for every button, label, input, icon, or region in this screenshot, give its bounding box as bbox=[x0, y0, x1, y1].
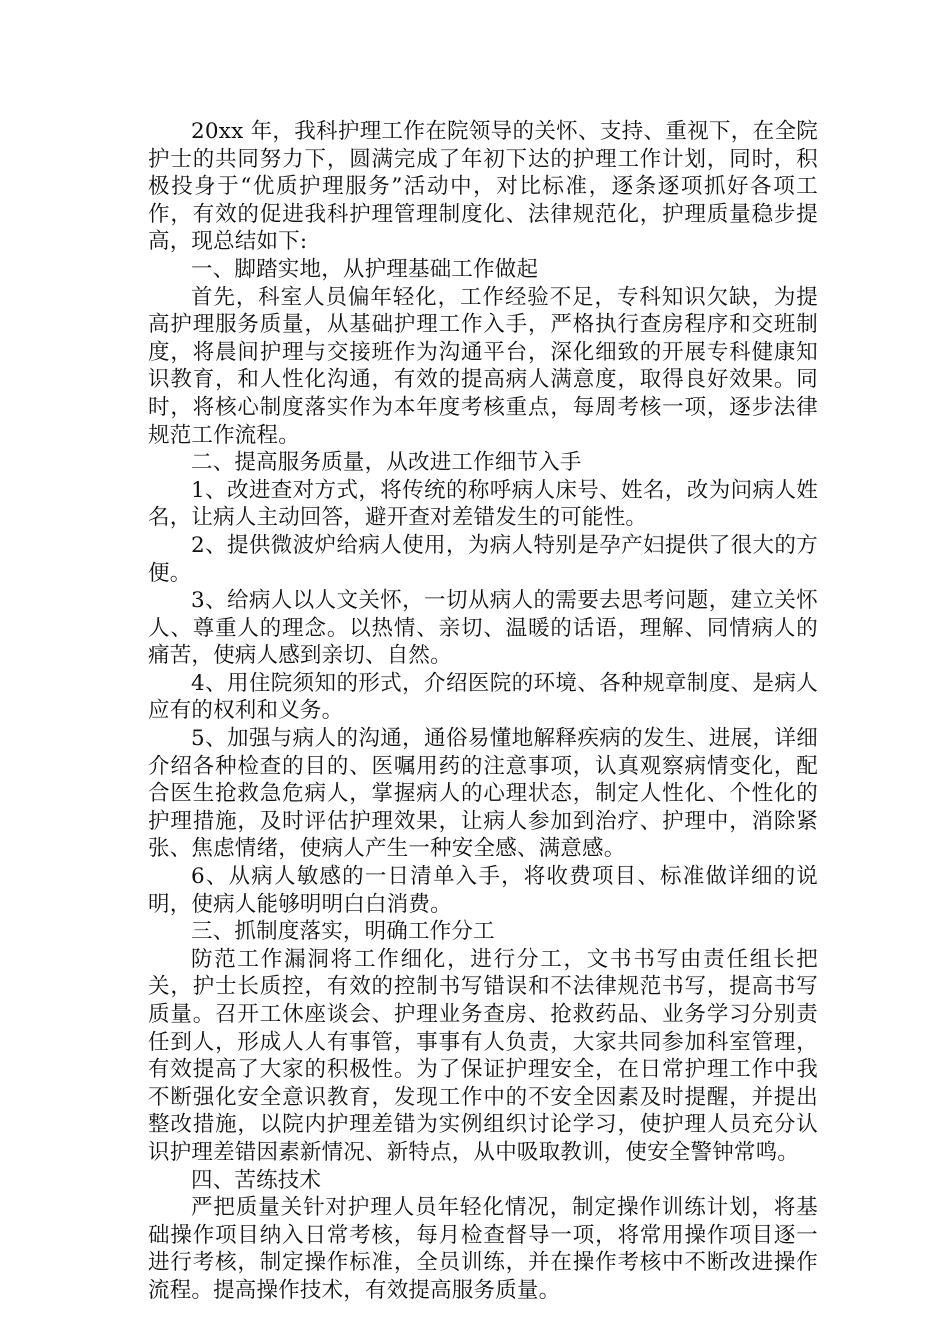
section-2-item-5: 5、加强与病人的沟通，通俗易懂地解释疾病的发生、进展，详细介绍各种检查的目的、医嘱用药的注意事项，认真观察病情变化，配合医生抢救急危病人，掌握病人的心理状态，制定人性化、个性化的护理措施，及时评估护理效果，让病人参加到治疗、护理中，消除紧张、焦虑情绪，使病人产生一种安全感、满意感。 bbox=[148, 726, 818, 862]
intro-paragraph: 20xx 年，我科护理工作在院领导的关怀、支持、重视下，在全院护士的共同努力下，圆满完成了年初下达的护理工作计划，同时，积极投身于“优质护理服务”活动中，对比标准，逐条逐项抓好各项工作，有效的促进我科护理管理制度化、法律规范化，护理质量稳步提高，现总结如下: bbox=[148, 119, 818, 255]
section-heading-1: 一、脚踏实地，从护理基础工作做起 bbox=[191, 256, 539, 282]
section-2-item-1: 1、改进查对方式，将传统的称呼病人床号、姓名，改为问病人姓名，让病人主动回答，避开查对差错发生的可能性。 bbox=[148, 477, 818, 531]
section-2-item-6: 6、从病人敏感的一日清单入手，将收费项目、标准做详细的说明，使病人能够明明白白消费。 bbox=[148, 864, 818, 917]
section-heading-4: 四、苦练技术 bbox=[191, 1167, 322, 1193]
section-heading-3: 三、抓制度落实，明确工作分工 bbox=[191, 919, 495, 945]
section-3-paragraph: 防范工作漏洞将工作细化，进行分工，文书书写由责任组长把关，护士长质控，有效的控制书写错误和不法律规范书写，提高书写质量。召开工休座谈会、护理业务查房、抢救药品、业务学习分别责任到人，形成人人有事管，事事有人负责，大家共同参加科室管理，有效提高了大家的积极性。为了保证护理安全，在日常护理工作中我不断强化安全意识教育，发现工作中的不安全因素及时提醒，并提出整改措施，以院内护理差错为实例组织讨论学习，使护理人员充分认识护理差错因素新情况、新特点，从中吸取教训，使安全警钟常鸣。 bbox=[148, 946, 818, 1165]
section-2-item-4: 4、用住院须知的形式，介绍医院的环境、各种规章制度、是病人应有的权利和义务。 bbox=[148, 670, 818, 724]
section-1-paragraph: 首先，科室人员偏年轻化，工作经验不足，专科知识欠缺，为提高护理服务质量，从基础护理工作入手，严格执行查房程序和交班制度，将晨间护理与交接班作为沟通平台，深化细致的开展专科健康知识教育，和人性化沟通，有效的提高病人满意度，取得良好效果。同时，将核心制度落实作为本年度考核重点，每周考核一项，逐步法律规范工作流程。 bbox=[148, 284, 818, 448]
section-2-item-3: 3、给病人以人文关怀，一切从病人的需要去思考问题，建立关怀人、尊重人的理念。以热情、亲切、温暖的话语，理解、同情病人的痛苦，使病人感到亲切、自然。 bbox=[148, 588, 818, 669]
section-2-item-2: 2、提供微波炉给病人使用，为病人特别是孕产妇提供了很大的方便。 bbox=[148, 532, 818, 586]
document-body bbox=[148, 118, 818, 1305]
section-4-paragraph: 严把质量关针对护理人员年轻化情况，制定操作训练计划，将基础操作项目纳入日常考核，每月检查督导一项，将常用操作项目逐一进行考核，制定操作标准，全员训练，并在操作考核中不断改进操作流程。提高操作技术，有效提高服务质量。 bbox=[148, 1195, 818, 1303]
section-heading-2: 二、提高服务质量，从改进工作细节入手 bbox=[191, 450, 582, 476]
